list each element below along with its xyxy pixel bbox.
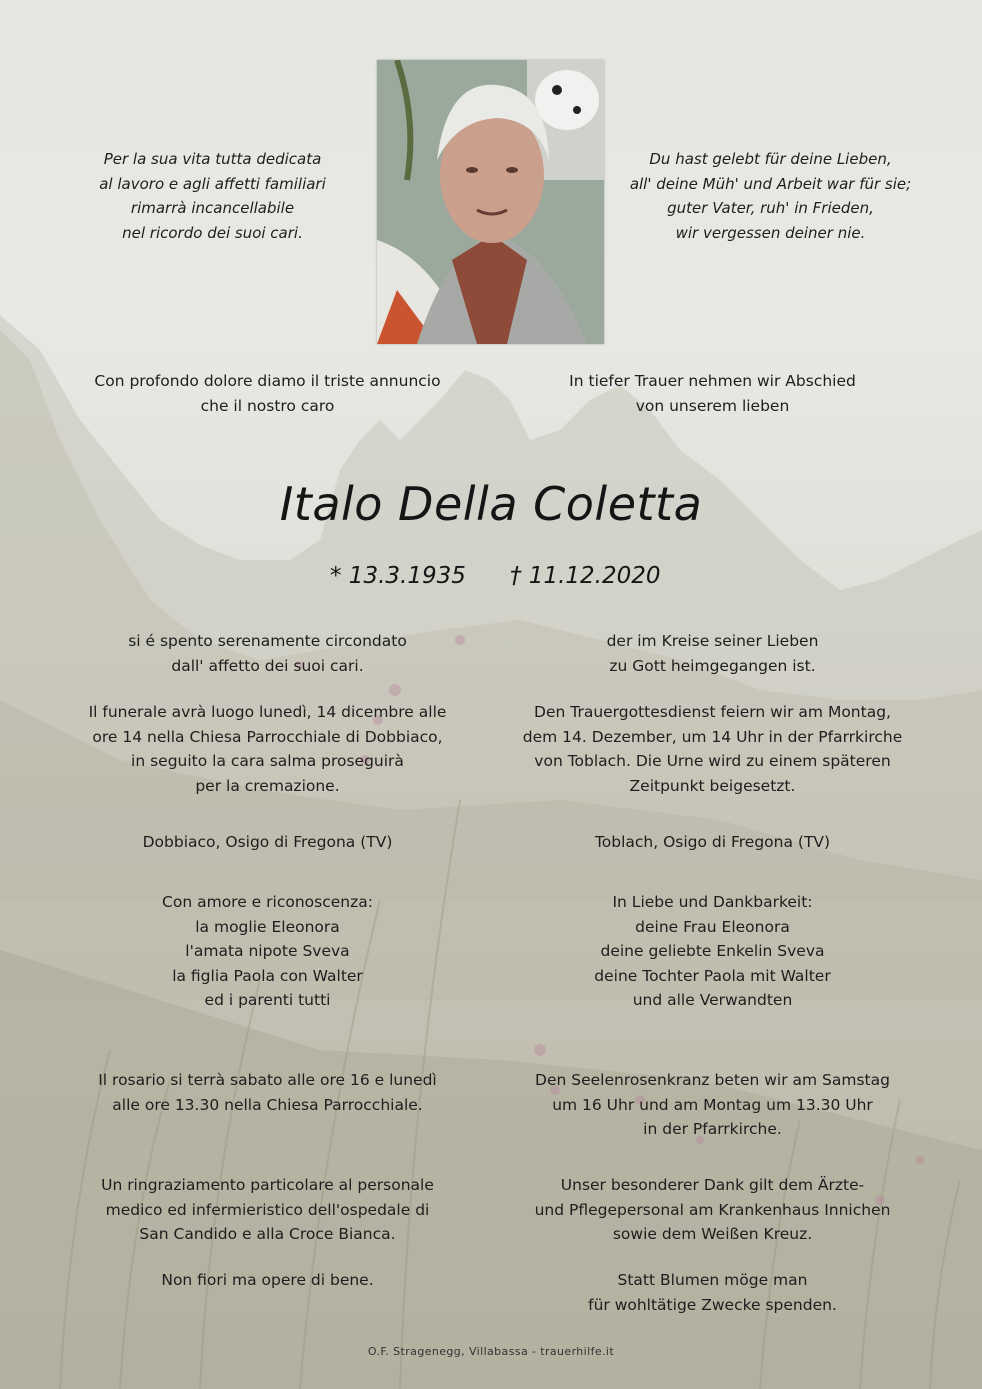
verse-line: wir vergessen deiner nie. bbox=[675, 223, 866, 242]
text-line: für wohltätige Zwecke spenden. bbox=[588, 1295, 837, 1314]
death-date: † 11.12.2020 bbox=[510, 563, 661, 589]
text-line: per la cremazione. bbox=[195, 776, 340, 795]
text-line: deine Frau Eleonora bbox=[635, 917, 790, 936]
flowers-italian bbox=[55, 1268, 480, 1293]
text-line: von unserem lieben bbox=[635, 396, 790, 415]
text-line: dall' affetto dei suoi cari. bbox=[171, 656, 364, 675]
text-line: In Liebe und Dankbarkeit: bbox=[612, 893, 813, 911]
text-line: Il funerale avrà luogo lunedì, 14 dicembre alle bbox=[88, 703, 447, 721]
text-line: von Toblach. Die Urne wird zu einem späteren bbox=[534, 752, 891, 770]
text-line: l'amata nipote Sveva bbox=[185, 942, 350, 960]
text-line: Zeitpunkt beigesetzt. bbox=[629, 776, 796, 795]
funeral-italian bbox=[55, 700, 480, 798]
verse-line: guter Vater, ruh' in Frieden, bbox=[667, 199, 874, 217]
text-line: Unser besonderer Dank gilt dem Ärzte- bbox=[560, 1176, 865, 1194]
text-line: che il nostro caro bbox=[200, 396, 335, 415]
text-line: und alle Verwandten bbox=[632, 991, 793, 1009]
rosary-italian bbox=[55, 1068, 480, 1117]
text-line: Dobbiaco, Osigo di Fregona (TV) bbox=[142, 833, 393, 851]
funeral-home-footer: O.F. Stragenegg, Villabassa - trauerhilfe.it bbox=[367, 1345, 615, 1358]
verse-line: all' deine Müh' und Arbeit war für sie; bbox=[629, 174, 912, 193]
text-line: sowie dem Weißen Kreuz. bbox=[612, 1225, 813, 1243]
text-line: Statt Blumen möge man bbox=[617, 1271, 808, 1289]
text-line: la moglie Eleonora bbox=[195, 917, 340, 936]
verse-line: rimarrà incancellabile bbox=[130, 199, 295, 217]
text-line: la figlia Paola con Walter bbox=[172, 966, 363, 985]
passing-italian bbox=[55, 629, 480, 678]
birth-date: * 13.3.1935 bbox=[330, 563, 466, 589]
verse-italian bbox=[60, 147, 365, 245]
text-line: zu Gott heimgegangen ist. bbox=[609, 656, 816, 675]
intro-german bbox=[500, 369, 925, 418]
place-italian bbox=[55, 830, 480, 855]
verse-line: Du hast gelebt für deine Lieben, bbox=[649, 150, 892, 168]
text-line: San Candido e alla Croce Bianca. bbox=[139, 1225, 396, 1243]
intro-italian bbox=[55, 369, 480, 418]
text-line: und Pflegepersonal am Krankenhaus Innichen bbox=[534, 1200, 891, 1219]
text-line: Con amore e riconoscenza: bbox=[162, 893, 373, 911]
text-line: Den Seelenrosenkranz beten wir am Samstag bbox=[535, 1071, 890, 1089]
rosary-german bbox=[500, 1068, 925, 1142]
family-german bbox=[500, 890, 925, 1013]
verse-line: Per la sua vita tutta dedicata bbox=[103, 150, 322, 168]
text-line: Un ringraziamento particolare al personale bbox=[101, 1176, 434, 1194]
text-line: deine Tochter Paola mit Walter bbox=[594, 966, 831, 985]
verse-german bbox=[618, 147, 923, 245]
text-line: Il rosario si terrà sabato alle ore 16 e lunedì bbox=[98, 1071, 437, 1089]
text-line: Con profondo dolore diamo il triste annuncio bbox=[94, 372, 441, 390]
text-line: alle ore 13.30 nella Chiesa Parrocchiale. bbox=[112, 1095, 423, 1114]
text-line: In tiefer Trauer nehmen wir Abschied bbox=[569, 372, 856, 390]
flowers-german bbox=[500, 1268, 925, 1317]
text-line: deine geliebte Enkelin Sveva bbox=[600, 942, 825, 960]
funeral-german bbox=[500, 700, 925, 798]
deceased-name: Italo Della Coletta bbox=[279, 477, 703, 531]
text-line: um 16 Uhr und am Montag um 13.30 Uhr bbox=[552, 1095, 873, 1114]
thanks-italian bbox=[55, 1173, 480, 1247]
portrait-photo bbox=[377, 60, 604, 344]
text-line: Den Trauergottesdienst feiern wir am Montag, bbox=[534, 703, 891, 721]
text-line: in seguito la cara salma proseguirà bbox=[131, 752, 404, 770]
passing-german bbox=[500, 629, 925, 678]
text-line: Non fiori ma opere di bene. bbox=[161, 1271, 374, 1289]
family-italian bbox=[55, 890, 480, 1013]
verse-line: al lavoro e agli affetti familiari bbox=[99, 174, 326, 193]
text-line: in der Pfarrkirche. bbox=[643, 1120, 782, 1138]
place-german bbox=[500, 830, 925, 855]
thanks-german bbox=[500, 1173, 925, 1247]
text-line: dem 14. Dezember, um 14 Uhr in der Pfarrkirche bbox=[522, 727, 903, 746]
verse-line: nel ricordo dei suoi cari. bbox=[122, 223, 303, 242]
text-line: ed i parenti tutti bbox=[204, 991, 331, 1009]
text-line: si é spento serenamente circondato bbox=[128, 632, 407, 650]
text-line: Toblach, Osigo di Fregona (TV) bbox=[594, 833, 831, 851]
text-line: ore 14 nella Chiesa Parrocchiale di Dobbiaco, bbox=[92, 727, 443, 746]
text-line: medico ed infermieristico dell'ospedale di bbox=[105, 1200, 430, 1219]
text-line: der im Kreise seiner Lieben bbox=[606, 632, 819, 650]
